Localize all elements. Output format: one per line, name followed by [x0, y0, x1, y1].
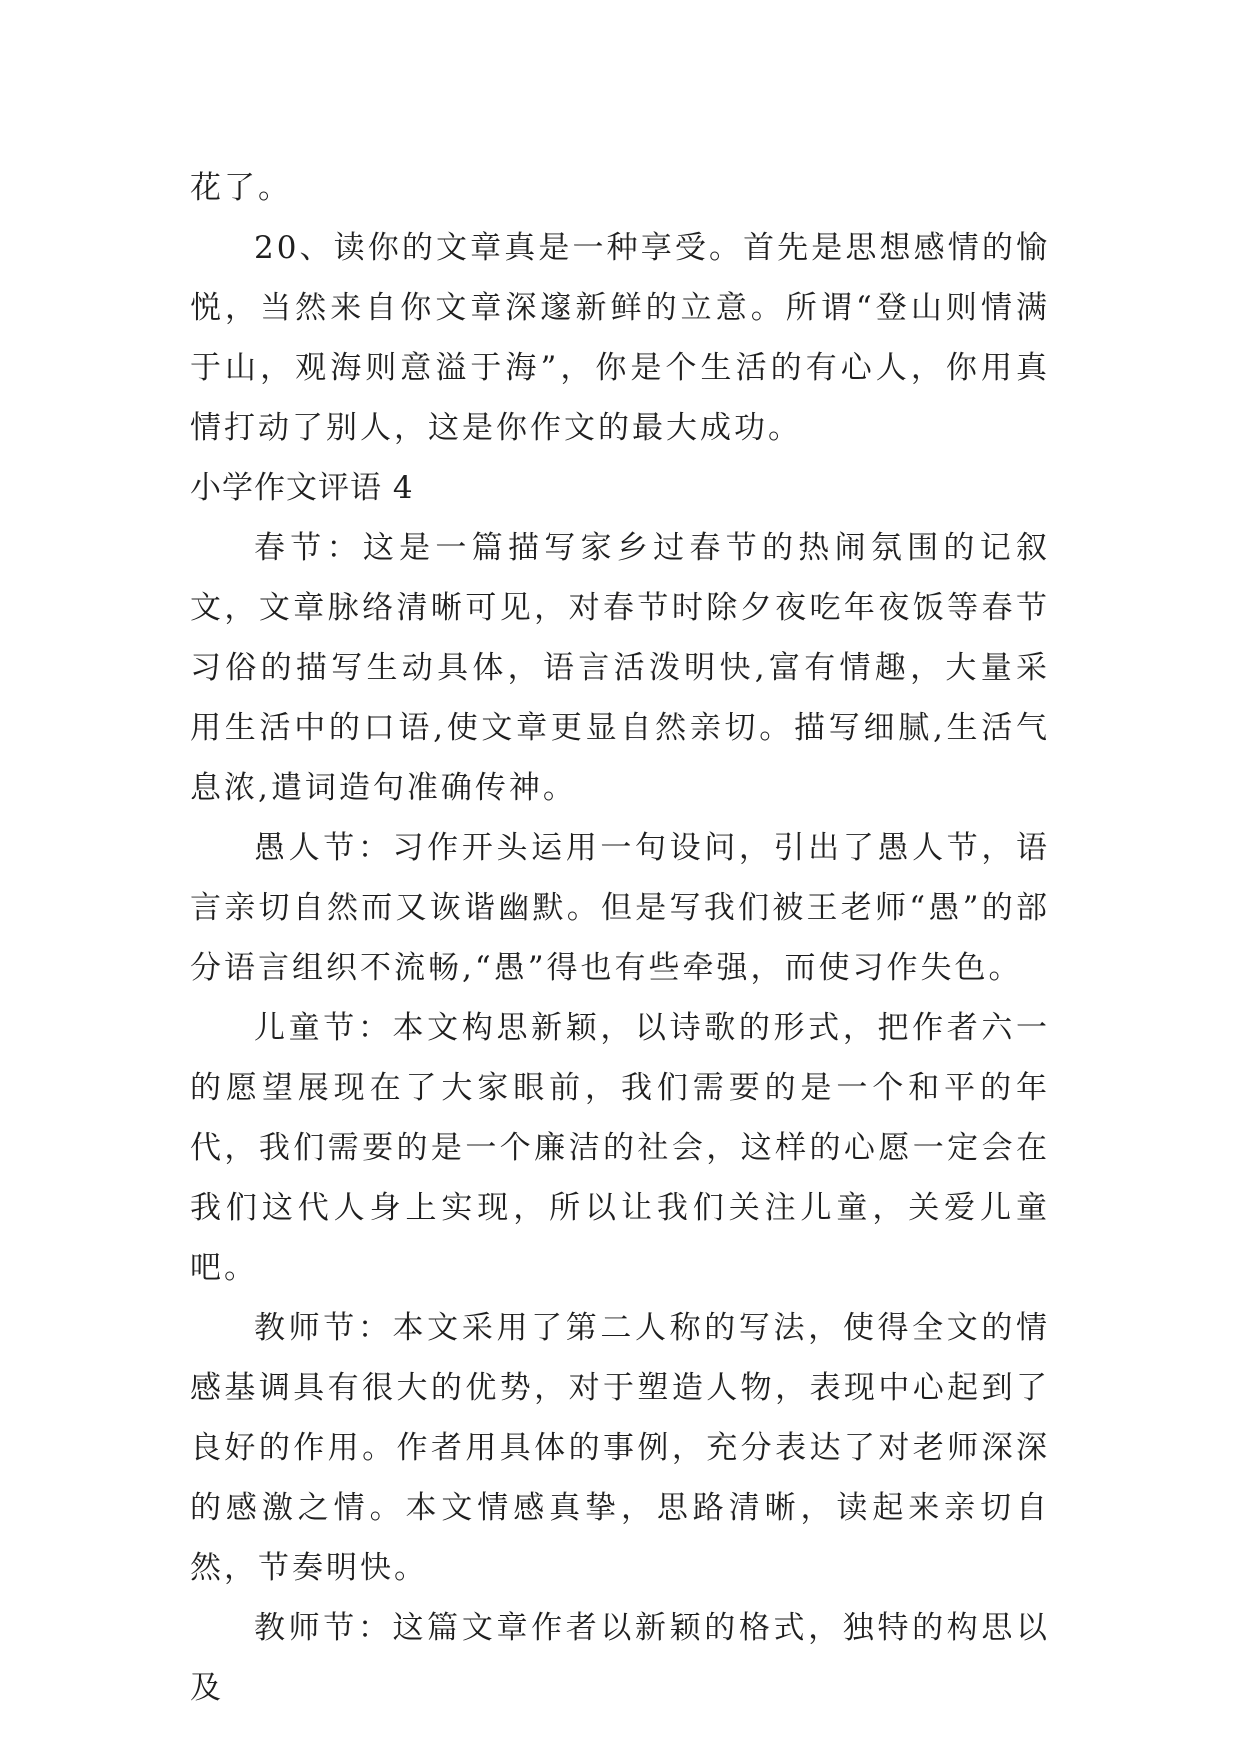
paragraph-spring-festival: 春节：这是一篇描写家乡过春节的热闹氛围的记叙文，文章脉络清晰可见，对春节时除夕夜吃年夜饭等春节习俗的描写生动具体，语言活泼明快,富有情趣，大量采用生活中的口语,使文章更显自然亲切。描写细腻,生活气息浓,遣词造句准确传神。: [190, 530, 1050, 806]
section-heading: 小学作文评语 4: [190, 470, 414, 506]
document-body: [190, 158, 1050, 1718]
paragraph-teachers-day-2: 教师节：这篇文章作者以新颖的格式，独特的构思以及: [190, 1610, 1050, 1706]
paragraph-continuation: 花了。: [190, 170, 292, 206]
paragraph-april-fools: 愚人节：习作开头运用一句设问，引出了愚人节，语言亲切自然而又诙谐幽默。但是写我们被王老师“愚”的部分语言组织不流畅,“愚”得也有些牵强，而使习作失色。: [190, 830, 1050, 986]
paragraph-childrens-day: 儿童节：本文构思新颖，以诗歌的形式，把作者六一的愿望展现在了大家眼前，我们需要的是一个和平的年代，我们需要的是一个廉洁的社会，这样的心愿一定会在我们这代人身上实现，所以让我们关注儿童，关爱儿童吧。: [190, 1010, 1050, 1286]
paragraph-comment-20: 20、读你的文章真是一种享受。首先是思想感情的愉悦，当然来自你文章深邃新鲜的立意。所谓“登山则情满于山，观海则意溢于海”，你是个生活的有心人，你用真情打动了别人，这是你作文的最大成功。: [190, 230, 1050, 446]
paragraph-teachers-day-1: 教师节：本文采用了第二人称的写法，使得全文的情感基调具有很大的优势，对于塑造人物，表现中心起到了良好的作用。作者用具体的事例，充分表达了对老师深深的感激之情。本文情感真挚，思路清晰，读起来亲切自然，节奏明快。: [190, 1310, 1050, 1586]
